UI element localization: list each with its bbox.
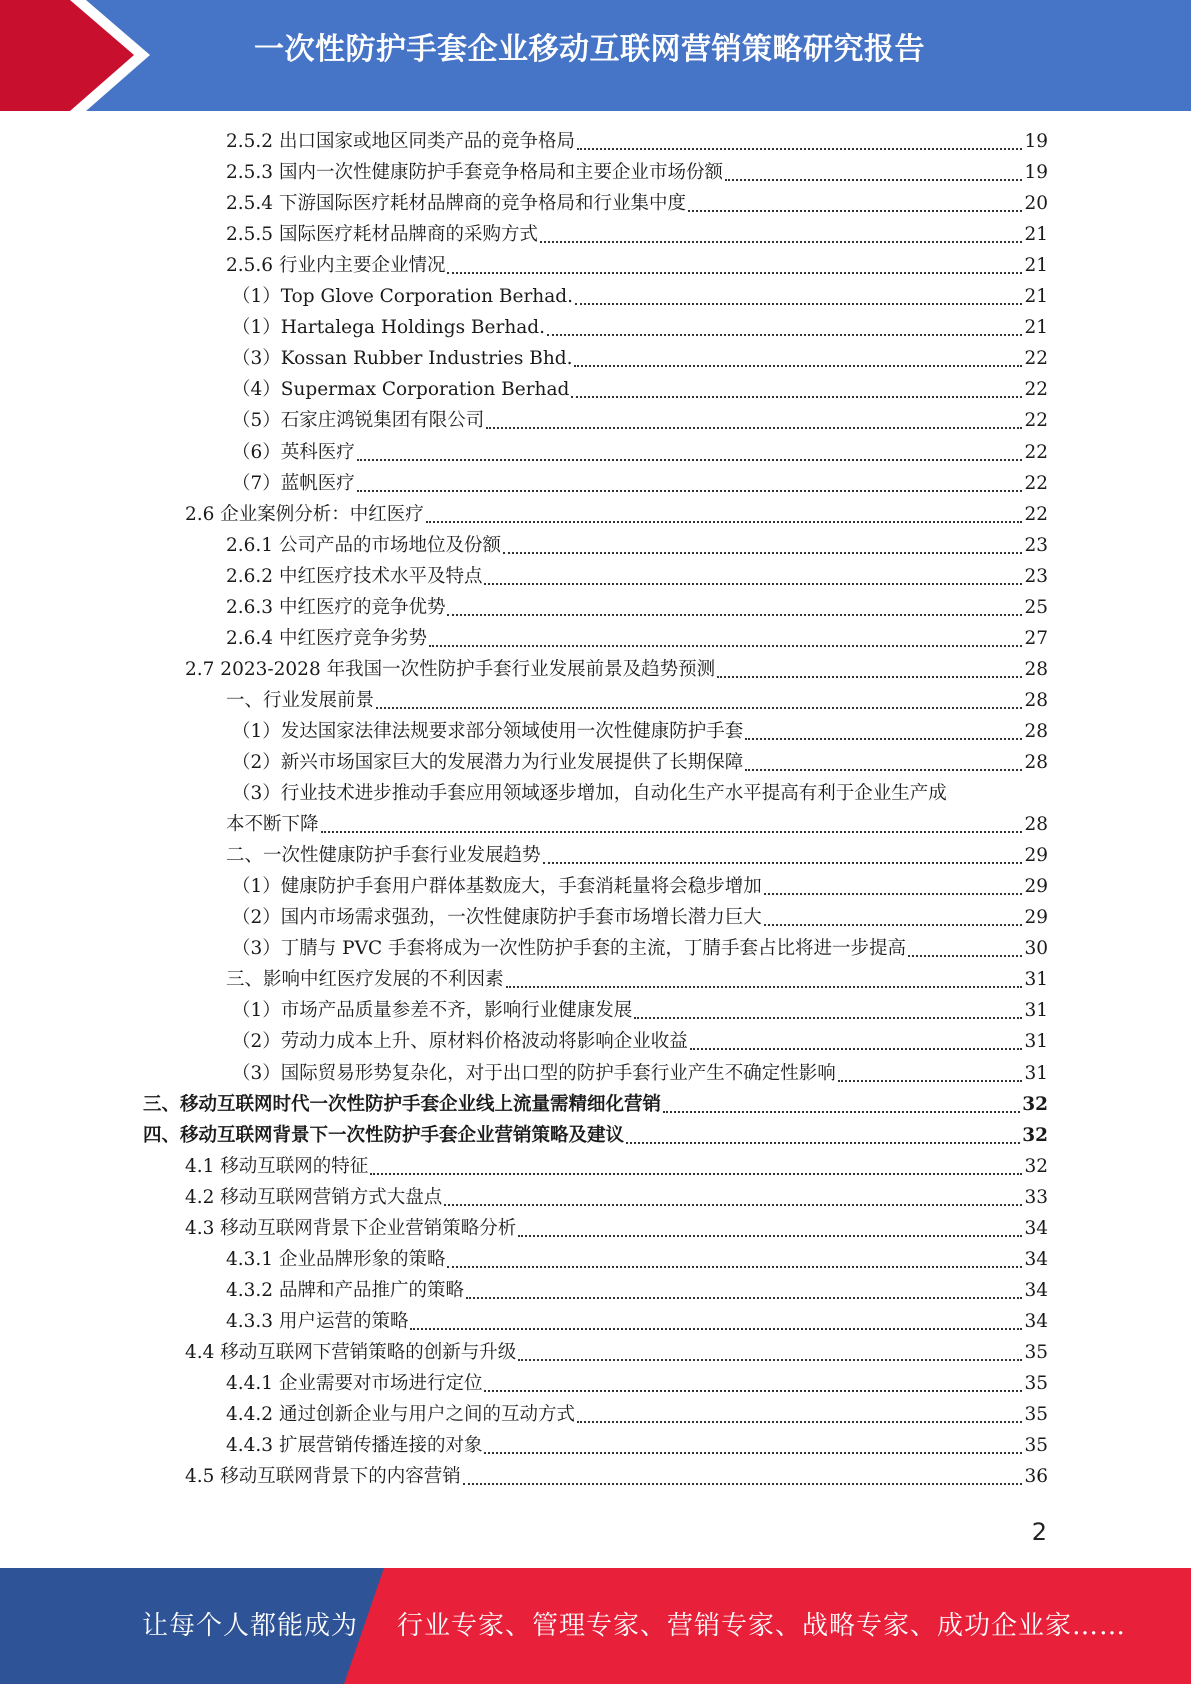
toc-entry-page: 20: [1024, 193, 1048, 215]
toc-entry-page: 33: [1024, 1186, 1048, 1208]
toc-entry-page: 22: [1024, 379, 1048, 401]
toc-leader-dots: [574, 364, 1022, 367]
toc-entry-page: 35: [1024, 1435, 1048, 1457]
toc-entry-page: 28: [1024, 720, 1048, 742]
toc-entry-page: 35: [1024, 1341, 1048, 1363]
toc-leader-dots: [571, 395, 1022, 398]
toc-leader-dots: [503, 551, 1022, 554]
toc-leader-dots: [426, 520, 1023, 523]
toc-entry-page: 23: [1024, 534, 1048, 556]
toc-entry[interactable]: [185, 1182, 1048, 1213]
toc-entry-label: （2）国内市场需求强劲，一次性健康防护手套市场增长潜力巨大: [232, 907, 762, 929]
toc-entry[interactable]: [226, 219, 1048, 250]
toc-entry-page: 22: [1024, 472, 1048, 494]
toc-entry-label: 2.6 企业案例分析：中红医疗: [185, 503, 424, 525]
toc-entry-page: 31: [1024, 1062, 1048, 1084]
toc-entry-page: 22: [1024, 348, 1048, 370]
toc-leader-dots: [484, 1389, 1022, 1392]
toc-leader-dots: [688, 209, 1022, 212]
toc-entry-page: 21: [1024, 317, 1048, 339]
toc-entry-label: （2）劳动力成本上升、原材料价格波动将影响企业收益: [232, 1031, 688, 1053]
toc-entry-page: 19: [1024, 162, 1048, 184]
header-chevron-logo-icon: [0, 0, 150, 111]
toc-entry-label: 2.5.5 国际医疗耗材品牌商的采购方式: [226, 224, 538, 246]
toc-leader-dots: [357, 458, 1023, 461]
toc-entry-page: 21: [1024, 286, 1048, 308]
toc-entry[interactable]: [143, 1120, 1048, 1151]
footer-slogan-left: 让每个人都能成为: [142, 1611, 359, 1641]
toc-entry-label: 2.7 2023-2028 年我国一次性防护手套行业发展前景及趋势预测: [185, 658, 716, 680]
toc-leader-dots: [376, 706, 1022, 709]
toc-entry[interactable]: [232, 312, 1048, 343]
toc-leader-dots: [466, 1296, 1022, 1299]
toc-entry[interactable]: [232, 437, 1048, 468]
toc-entry[interactable]: [185, 1151, 1048, 1182]
toc-leader-dots: [506, 985, 1023, 988]
toc-leader-dots: [410, 1327, 1022, 1330]
page-footer: [0, 1568, 1191, 1684]
footer-slogan-right: 行业专家、管理专家、营销专家、战略专家、成功企业家……: [397, 1611, 1127, 1641]
toc-leader-dots: [447, 1265, 1022, 1268]
toc-entry-label: （2）新兴市场国家巨大的发展潜力为行业发展提供了长期保障: [232, 752, 744, 773]
toc-leader-dots: [908, 954, 1022, 957]
toc-entry-page: 25: [1024, 596, 1048, 618]
toc-entry-page: 22: [1024, 441, 1048, 463]
toc-entry-label: 2.6.2 中红医疗技术水平及特点: [226, 565, 483, 587]
toc-entry-page: 22: [1024, 503, 1048, 525]
toc-leader-dots: [663, 1110, 1020, 1113]
toc-leader-dots: [518, 1234, 1022, 1237]
toc-entry-label: 2.6.4 中红医疗竞争劣势: [226, 627, 427, 649]
toc-entry[interactable]: [226, 1244, 1048, 1275]
toc-leader-dots: [543, 861, 1023, 864]
toc-entry-label: （1）Hartalega Holdings Berhad.: [232, 317, 545, 339]
report-title: 一次性防护手套企业移动互联网营销策略研究报告: [254, 32, 925, 67]
toc-entry[interactable]: [226, 964, 1048, 995]
toc-entry-page: 27: [1024, 627, 1048, 649]
toc-entry-label: 4.1 移动互联网的特征: [185, 1155, 369, 1177]
toc-leader-dots: [575, 302, 1022, 305]
toc-entry-label: 2.6.1 公司产品的市场地位及份额: [226, 534, 501, 556]
toc-entry[interactable]: [232, 1026, 1048, 1057]
toc-entry[interactable]: [232, 933, 1048, 964]
toc-entry-label: （1）发达国家法律法规要求部分领域使用一次性健康防护手套: [232, 720, 744, 742]
toc-leader-dots: [745, 768, 1022, 771]
toc-entry-label: 一、行业发展前景: [226, 689, 375, 711]
toc-leader-dots: [540, 240, 1022, 243]
toc-entry-label: （3）Kossan Rubber Industries Bhd.: [232, 348, 573, 370]
toc-entry[interactable]: [232, 716, 1048, 747]
toc-leader-dots: [447, 613, 1022, 616]
toc-entry-page: 28: [1024, 814, 1048, 836]
toc-leader-dots: [577, 1420, 1022, 1423]
toc-leader-dots: [547, 333, 1022, 336]
toc-entry[interactable]: [232, 778, 1048, 809]
toc-entry-page: 21: [1024, 224, 1048, 246]
toc-entry[interactable]: [232, 1058, 1048, 1089]
page-number: 2: [1031, 1518, 1047, 1546]
toc-entry-page: 29: [1024, 907, 1048, 929]
toc-entry[interactable]: [185, 654, 1048, 685]
toc-entry-label: 4.3.2 品牌和产品推广的策略: [226, 1279, 464, 1301]
toc-entry-label: （3）国际贸易形势复杂化，对于出口型的防护手套行业产生不确定性影响: [232, 1062, 836, 1084]
toc-entry[interactable]: [232, 405, 1048, 436]
toc-entry-page: 34: [1024, 1217, 1048, 1239]
toc-entry[interactable]: [143, 1089, 1048, 1120]
toc-entry-label: （1）Top Glove Corporation Berhad.: [232, 286, 573, 308]
toc-leader-dots: [518, 1358, 1022, 1361]
toc-entry-page: 29: [1024, 845, 1048, 867]
toc-entry-page: 32: [1022, 1093, 1048, 1115]
toc-entry-page: 35: [1024, 1373, 1048, 1394]
toc-entry-page: 34: [1024, 1310, 1048, 1332]
toc-entry[interactable]: [232, 468, 1048, 499]
toc-entry-label: 4.3 移动互联网背景下企业营销策略分析: [185, 1217, 517, 1239]
toc-leader-dots: [634, 1016, 1022, 1019]
toc-entry-page: 19: [1024, 131, 1048, 152]
toc-entry-label: 4.3.1 企业品牌形象的策略: [226, 1248, 446, 1270]
toc-entry-page: 22: [1024, 410, 1048, 432]
toc-leader-dots: [745, 737, 1022, 740]
toc-entry[interactable]: [226, 840, 1048, 871]
page-header: [0, 0, 1191, 111]
toc-entry-page: 36: [1024, 1466, 1048, 1488]
toc-entry-page: 34: [1024, 1279, 1048, 1301]
toc-entry[interactable]: [185, 1461, 1048, 1492]
toc-entry-page: 30: [1024, 938, 1048, 960]
toc-entry-label: 4.4 移动互联网下营销策略的创新与升级: [185, 1341, 517, 1363]
toc-entry[interactable]: [226, 157, 1048, 188]
toc-leader-dots: [764, 892, 1023, 895]
toc-entry[interactable]: [232, 995, 1048, 1026]
toc-entry[interactable]: [232, 902, 1048, 933]
toc-entry-page: 34: [1024, 1248, 1048, 1270]
toc-entry[interactable]: [232, 871, 1048, 902]
toc-entry-page: 31: [1024, 1031, 1048, 1053]
toc-entry[interactable]: [232, 374, 1048, 405]
toc-entry-label: 四、移动互联网背景下一次性防护手套企业营销策略及建议: [143, 1124, 625, 1146]
toc-leader-dots: [764, 923, 1023, 926]
toc-entry[interactable]: [226, 623, 1048, 654]
toc-entry-label: 2.5.4 下游国际医疗耗材品牌商的竞争格局和行业集中度: [226, 193, 686, 215]
toc-entry-label: 二、一次性健康防护手套行业发展趋势: [226, 845, 541, 867]
toc-leader-dots: [486, 426, 1022, 429]
toc-entry-label: 4.2 移动互联网营销方式大盘点: [185, 1186, 443, 1208]
toc-entry[interactable]: [185, 1337, 1048, 1368]
toc-leader-dots: [444, 1203, 1022, 1206]
toc-leader-dots: [626, 1141, 1020, 1144]
toc-entry[interactable]: [226, 685, 1048, 716]
toc-entry-label: （1）健康防护手套用户群体基数庞大，手套消耗量将会稳步增加: [232, 876, 762, 898]
toc-entry[interactable]: [226, 809, 1048, 840]
toc-leader-dots: [484, 1451, 1022, 1454]
toc-leader-dots: [484, 582, 1022, 585]
toc-entry-label: 4.4.1 企业需要对市场进行定位: [226, 1373, 483, 1394]
toc-entry[interactable]: [232, 747, 1048, 778]
toc-entry[interactable]: [226, 1306, 1048, 1337]
toc-leader-dots: [370, 1172, 1022, 1175]
toc-entry-label: 2.5.6 行业内主要企业情况: [226, 255, 446, 277]
toc-leader-dots: [321, 830, 1023, 833]
toc-entry-page: 31: [1024, 1000, 1048, 1022]
toc-entry[interactable]: [232, 343, 1048, 374]
toc-entry-page: 31: [1024, 969, 1048, 991]
toc-entry-page: 32: [1022, 1124, 1048, 1146]
toc-entry-page: 35: [1024, 1404, 1048, 1426]
toc-entry[interactable]: [232, 281, 1048, 312]
toc-entry-label: 三、影响中红医疗发展的不利因素: [226, 969, 504, 991]
toc-entry-label: （5）石家庄鸿锐集团有限公司: [232, 410, 485, 432]
toc-entry-label: （4）Supermax Corporation Berhad: [232, 379, 570, 401]
toc-leader-dots: [577, 147, 1022, 150]
toc-leader-dots: [463, 1482, 1023, 1485]
toc-leader-dots: [447, 271, 1022, 274]
toc-entry-label: 4.4.3 扩展营销传播连接的对象: [226, 1435, 483, 1457]
toc-entry[interactable]: [226, 1368, 1048, 1399]
toc-entry-label: 4.3.3 用户运营的策略: [226, 1310, 409, 1332]
toc-entry-label: 三、移动互联网时代一次性防护手套企业线上流量需精细化营销: [143, 1093, 662, 1115]
toc-entry[interactable]: [226, 1275, 1048, 1306]
toc-entry-page: 23: [1024, 565, 1048, 587]
toc-entry-label: （1）市场产品质量参差不齐，影响行业健康发展: [232, 1000, 633, 1022]
toc-entry-page: 28: [1024, 752, 1048, 773]
toc-entry-page: 32: [1024, 1155, 1048, 1177]
toc-entry-label: 2.6.3 中红医疗的竞争优势: [226, 596, 446, 618]
toc-entry[interactable]: [226, 188, 1048, 219]
toc-entry[interactable]: [226, 592, 1048, 623]
toc-entry-label: 4.4.2 通过创新企业与用户之间的互动方式: [226, 1404, 575, 1426]
toc-leader-dots: [838, 1079, 1023, 1082]
toc-entry[interactable]: [185, 1213, 1048, 1244]
toc-entry-label: （3）丁腈与 PVC 手套将成为一次性防护手套的主流，丁腈手套占比将进一步提高: [232, 938, 906, 960]
toc-leader-dots: [690, 1047, 1023, 1050]
toc-entry[interactable]: [226, 561, 1048, 592]
toc-entry-label: （7）蓝帆医疗: [232, 472, 355, 494]
toc-entry-label: 4.5 移动互联网背景下的内容营销: [185, 1466, 461, 1488]
toc-leader-dots: [725, 178, 1022, 181]
toc-entry[interactable]: [226, 250, 1048, 281]
toc-entry-page: 29: [1024, 876, 1048, 898]
toc-entry[interactable]: [226, 1430, 1048, 1461]
toc-entry[interactable]: [226, 530, 1048, 561]
toc-entry[interactable]: [226, 1399, 1048, 1430]
toc-entry-label: 2.5.3 国内一次性健康防护手套竞争格局和主要企业市场份额: [226, 162, 723, 184]
toc-entry-label: 本不断下降: [226, 814, 319, 836]
toc-entry[interactable]: [226, 126, 1048, 157]
toc-entry[interactable]: [185, 499, 1048, 530]
toc-entry-label: 2.5.2 出口国家或地区同类产品的竞争格局: [226, 131, 575, 152]
toc-leader-dots: [357, 489, 1023, 492]
toc-entry-page: 21: [1024, 255, 1048, 277]
toc-entry-label: （3）行业技术进步推动手套应用领域逐步增加，自动化生产水平提高有利于企业生产成: [232, 783, 947, 805]
toc-leader-dots: [717, 675, 1022, 678]
toc-entry-label: （6）英科医疗: [232, 441, 355, 463]
toc-entry-page: 28: [1024, 658, 1048, 680]
toc-entry-page: 28: [1024, 689, 1048, 711]
toc-leader-dots: [429, 644, 1022, 647]
